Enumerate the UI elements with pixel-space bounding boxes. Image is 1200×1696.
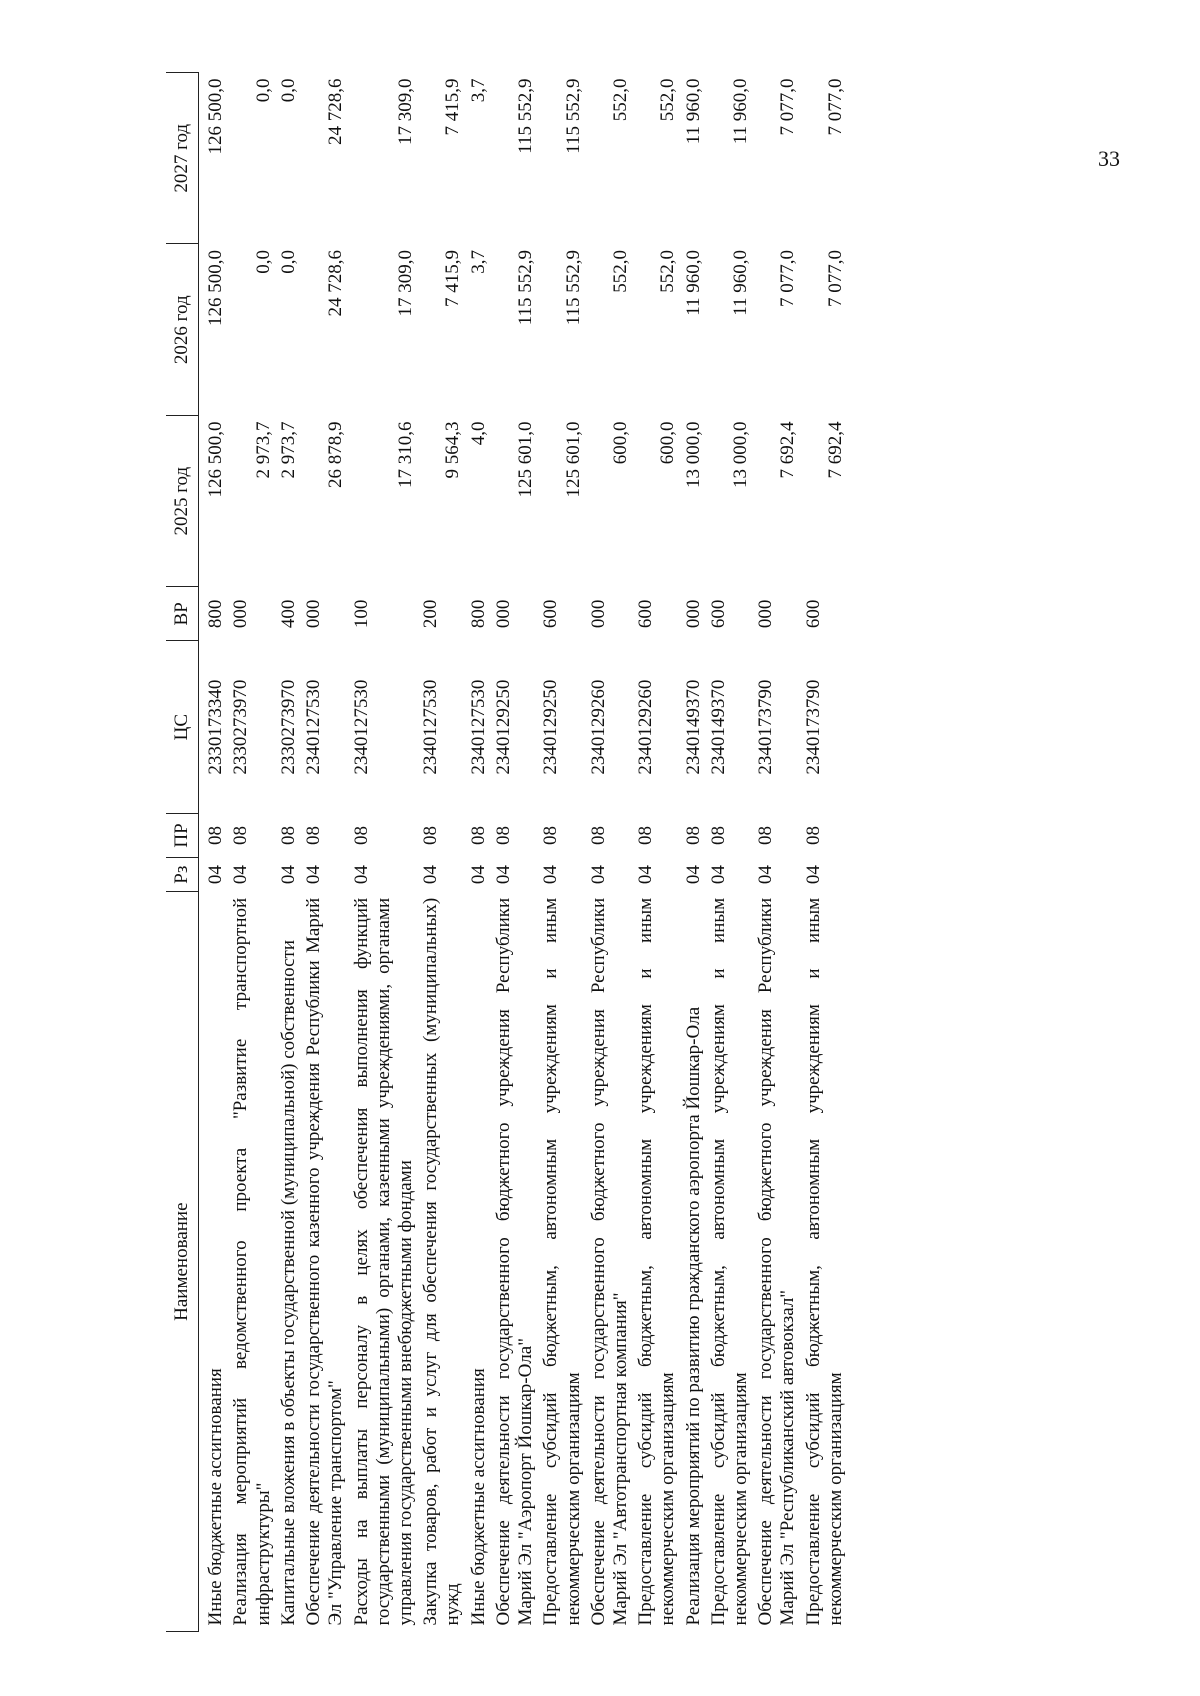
cell-pr: 08 <box>230 826 252 845</box>
header-2027: 2027 год <box>166 73 199 245</box>
cell-pr: 08 <box>682 826 704 845</box>
cell-vr: 600 <box>802 599 824 629</box>
cell-pr: 08 <box>303 826 325 845</box>
table-header <box>166 73 199 1632</box>
table-row <box>466 73 491 1632</box>
page-number: 33 <box>1098 146 1120 171</box>
cell-pr: 08 <box>492 826 514 845</box>
cell-name: Предоставление субсидий бюджетным, автономным учреждениям и иным некоммерческим организациям <box>707 897 752 1626</box>
cell-rz: 04 <box>707 865 729 885</box>
cell-rz: 04 <box>230 865 252 885</box>
cell-cs: 2340129250 <box>492 679 514 775</box>
cell-2026: 24 728,6 <box>325 250 347 317</box>
cell-vr: 000 <box>682 599 704 629</box>
cell-vr: 000 <box>587 599 609 629</box>
cell-rz: 04 <box>802 865 824 885</box>
cell-pr: 08 <box>707 826 729 845</box>
table-row <box>228 73 275 1632</box>
cell-name: Реализация мероприятий по развитию гражданского аэропорта Йошкар-Ола <box>682 1006 704 1626</box>
cell-pr: 08 <box>755 826 777 845</box>
cell-2026: 115 552,9 <box>515 250 537 326</box>
table-row <box>199 73 229 1632</box>
cell-2027: 115 552,9 <box>515 78 537 154</box>
cell-2025: 7 692,4 <box>824 421 846 479</box>
cell-pr: 08 <box>350 826 372 845</box>
cell-rz: 04 <box>635 865 657 885</box>
header-2026: 2026 год <box>166 244 199 415</box>
cell-2027: 552,0 <box>657 78 679 122</box>
cell-2027: 0,0 <box>252 78 274 103</box>
cell-2026: 7 077,0 <box>777 250 799 307</box>
cell-vr: 000 <box>230 599 252 629</box>
cell-2025: 17 310,6 <box>394 421 416 488</box>
cell-rz: 04 <box>587 865 609 885</box>
cell-2027: 17 309,0 <box>394 78 416 145</box>
cell-2026: 552,0 <box>657 250 679 293</box>
cell-vr: 100 <box>350 599 372 629</box>
cell-vr: 200 <box>420 599 442 629</box>
header-vr: ВР <box>166 587 199 641</box>
cell-rz: 04 <box>467 865 489 885</box>
cell-2026: 115 552,9 <box>562 250 584 326</box>
cell-2027: 0,0 <box>277 78 299 103</box>
cell-2026: 3,7 <box>467 250 489 274</box>
cell-2026: 126 500,0 <box>205 250 227 326</box>
cell-vr: 000 <box>303 599 325 629</box>
cell-2026: 7 077,0 <box>824 250 846 307</box>
cell-2025: 600,0 <box>609 421 631 465</box>
cell-vr: 400 <box>277 599 299 629</box>
cell-pr: 08 <box>802 826 824 845</box>
cell-2026: 0,0 <box>252 250 274 274</box>
cell-2027: 115 552,9 <box>562 78 584 154</box>
cell-cs: 2330173340 <box>205 679 227 775</box>
cell-cs: 2340127530 <box>350 679 372 775</box>
cell-name: Обеспечение деятельности государственного бюджетного учреждения Республики Марий Эл "Автотранспортная компания" <box>587 897 631 1626</box>
cell-pr: 08 <box>277 826 299 845</box>
cell-pr: 08 <box>205 826 227 845</box>
cell-cs: 2340127530 <box>420 679 442 775</box>
table-row <box>418 73 465 1632</box>
header-name: Наименование <box>166 892 199 1632</box>
cell-name: Предоставление субсидий бюджетным, автономным учреждениям и иным некоммерческим организациям <box>802 897 846 1626</box>
header-cs: ЦС <box>166 641 199 814</box>
cell-pr: 08 <box>635 826 657 845</box>
cell-cs: 2340129250 <box>540 679 562 775</box>
cell-2025: 2 973,7 <box>252 421 274 479</box>
cell-name: Иные бюджетные ассигнования <box>467 1368 489 1626</box>
cell-2026: 0,0 <box>277 250 299 274</box>
table-row <box>349 73 419 1632</box>
cell-rz: 04 <box>303 865 325 885</box>
table-row <box>706 73 753 1632</box>
cell-2027: 7 077,0 <box>824 78 846 136</box>
table-row <box>276 73 301 1632</box>
cell-name: Обеспечение деятельности государственного бюджетного учреждения Республики Марий Эл "Аэропорт Йошкар-Ола" <box>492 897 537 1626</box>
cell-2027: 7 415,9 <box>442 78 464 136</box>
cell-vr: 000 <box>755 599 777 629</box>
cell-2027: 11 960,0 <box>730 78 752 145</box>
cell-cs: 2330273970 <box>230 679 252 775</box>
cell-rz: 04 <box>755 865 777 885</box>
cell-rz: 04 <box>350 865 372 885</box>
table-row <box>538 73 585 1632</box>
cell-2026: 7 415,9 <box>442 250 464 307</box>
cell-2027: 552,0 <box>609 78 631 122</box>
table-body <box>199 73 848 1632</box>
cell-cs: 2340173790 <box>802 679 824 775</box>
cell-pr: 08 <box>467 826 489 845</box>
cell-cs: 2340129260 <box>587 679 609 775</box>
table-row <box>491 73 538 1632</box>
cell-name: Капитальные вложения в объекты государственной (муниципальной) собственности <box>277 939 299 1626</box>
cell-vr: 600 <box>707 599 729 629</box>
cell-name: Обеспечение деятельности государственного бюджетного учреждения Республики Марий Эл "Республиканский автовокзал" <box>755 897 799 1626</box>
table-row <box>801 73 848 1632</box>
cell-cs: 2340149370 <box>682 679 704 775</box>
cell-2025: 9 564,3 <box>442 421 464 479</box>
cell-name: Реализация мероприятий ведомственного проекта "Развитие транспортной инфраструктуры" <box>230 897 274 1626</box>
cell-2026: 11 960,0 <box>682 250 704 316</box>
cell-2025: 4,0 <box>467 421 489 446</box>
cell-cs: 2340149370 <box>707 679 729 775</box>
cell-2027: 24 728,6 <box>325 78 347 145</box>
cell-2025: 600,0 <box>657 421 679 465</box>
table-row <box>681 73 706 1632</box>
cell-2027: 3,7 <box>467 78 489 103</box>
cell-rz: 04 <box>682 865 704 885</box>
cell-rz: 04 <box>277 865 299 885</box>
cell-name: Обеспечение деятельности государственного казенного учреждения Республики Марий Эл "Управление транспортом" <box>303 897 347 1626</box>
cell-2027: 11 960,0 <box>682 78 704 145</box>
cell-name: Закупка товаров, работ и услуг для обеспечения государственных (муниципальных) нужд <box>420 897 464 1626</box>
cell-2025: 13 000,0 <box>730 421 752 488</box>
cell-2025: 7 692,4 <box>777 421 799 479</box>
cell-rz: 04 <box>420 865 442 885</box>
cell-cs: 2340173790 <box>755 679 777 775</box>
header-pr: ПР <box>166 813 199 857</box>
cell-name: Предоставление субсидий бюджетным, автономным учреждениям и иным некоммерческим организациям <box>635 897 679 1626</box>
table-row <box>753 73 800 1632</box>
cell-rz: 04 <box>205 865 227 885</box>
cell-cs: 2340127530 <box>467 679 489 775</box>
cell-2025: 125 601,0 <box>515 421 537 498</box>
cell-cs: 2330273970 <box>277 679 299 775</box>
cell-2027: 7 077,0 <box>777 78 799 136</box>
budget-table <box>166 72 848 1632</box>
cell-pr: 08 <box>540 826 562 845</box>
cell-2025: 13 000,0 <box>682 421 704 488</box>
cell-vr: 000 <box>492 599 514 629</box>
cell-vr: 800 <box>467 599 489 629</box>
header-2025: 2025 год <box>166 415 199 586</box>
cell-2026: 552,0 <box>609 250 631 293</box>
cell-pr: 08 <box>420 826 442 845</box>
cell-2025: 2 973,7 <box>277 421 299 479</box>
header-rz: Рз <box>166 858 199 892</box>
table-row <box>301 73 348 1632</box>
cell-name: Предоставление субсидий бюджетным, автономным учреждениям и иным некоммерческим организациям <box>540 897 584 1626</box>
cell-vr: 800 <box>205 599 227 629</box>
cell-rz: 04 <box>540 865 562 885</box>
cell-pr: 08 <box>587 826 609 845</box>
cell-cs: 2340127530 <box>303 679 325 775</box>
table-row <box>586 73 633 1632</box>
cell-2027: 126 500,0 <box>205 78 227 155</box>
table-row <box>633 73 680 1632</box>
cell-rz: 04 <box>492 865 514 885</box>
cell-vr: 600 <box>635 599 657 629</box>
cell-name: Расходы на выплаты персоналу в целях обеспечения выполнения функций государственными (муниципальными) органами, казенными учреждениями, органами управления государственными внебюджетными фондами <box>350 897 416 1626</box>
cell-vr: 600 <box>540 599 562 629</box>
cell-2026: 17 309,0 <box>394 250 416 317</box>
cell-2026: 11 960,0 <box>730 250 752 316</box>
cell-2025: 125 601,0 <box>562 421 584 498</box>
cell-2025: 26 878,9 <box>325 421 347 488</box>
cell-cs: 2340129260 <box>635 679 657 775</box>
cell-2025: 126 500,0 <box>205 421 227 498</box>
cell-name: Иные бюджетные ассигнования <box>205 1368 227 1626</box>
